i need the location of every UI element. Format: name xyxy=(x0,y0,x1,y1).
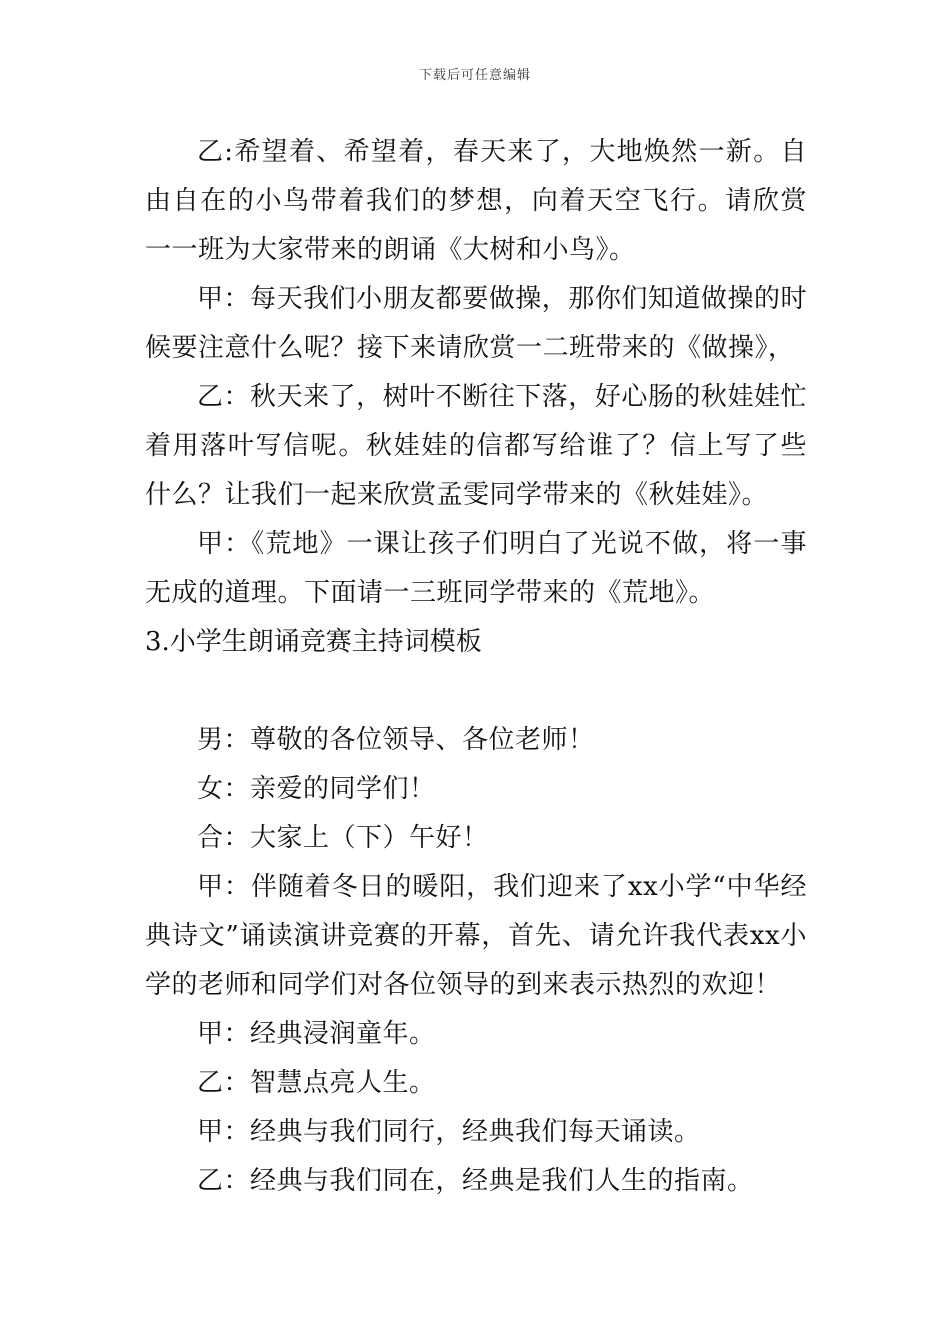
paragraph-classics-daily: 甲：经典与我们同行，经典我们每天诵读。 xyxy=(197,1117,701,1147)
paragraph-together: 合：大家上（下）午好！ xyxy=(197,823,489,853)
paragraph-exercise: 甲：每天我们小朋友都要做操，那你们知道做操的时候要注意什么呢？接下来请欣赏一二班带来的《做操》， xyxy=(145,284,807,363)
paragraph-autumn: 乙：秋天来了，树叶不断往下落，好心肠的秋娃娃忙着用落叶写信呢。秋娃娃的信都写给谁了？信上写了些什么？让我们一起来欣赏孟雯同学带来的《秋娃娃》。 xyxy=(145,382,807,510)
paragraph-wisdom-life: 乙：智慧点亮人生。 xyxy=(197,1068,436,1098)
paragraph-female-host: 女：亲爱的同学们！ xyxy=(197,774,436,804)
page-header: 下载后可任意编辑 xyxy=(418,68,531,83)
paragraph-male-host: 男：尊敬的各位领导、各位老师！ xyxy=(197,725,595,755)
paragraph-classics-childhood: 甲：经典浸润童年。 xyxy=(197,1019,436,1049)
document-body xyxy=(145,128,807,1206)
paragraph-opening: 甲：伴随着冬日的暖阳，我们迎来了xx小学“中华经典诗文”诵读演讲竞赛的开幕，首先、请允许我代表xx小学的老师和同学们对各位领导的到来表示热烈的欢迎！ xyxy=(145,872,807,1000)
section-heading: 3.小学生朗诵竞赛主持词模板 xyxy=(145,627,482,657)
paragraph-wasteland: 甲：《荒地》一课让孩子们明白了光说不做，将一事无成的道理。下面请一三班同学带来的《荒地》。 xyxy=(145,529,807,608)
paragraph-spring: 乙:希望着、希望着，春天来了，大地焕然一新。自由自在的小鸟带着我们的梦想，向着天空飞行。请欣赏一一班为大家带来的朗诵《大树和小鸟》。 xyxy=(145,137,807,265)
blank-line xyxy=(145,667,807,716)
paragraph-classics-guide: 乙：经典与我们同在，经典是我们人生的指南。 xyxy=(197,1166,754,1196)
